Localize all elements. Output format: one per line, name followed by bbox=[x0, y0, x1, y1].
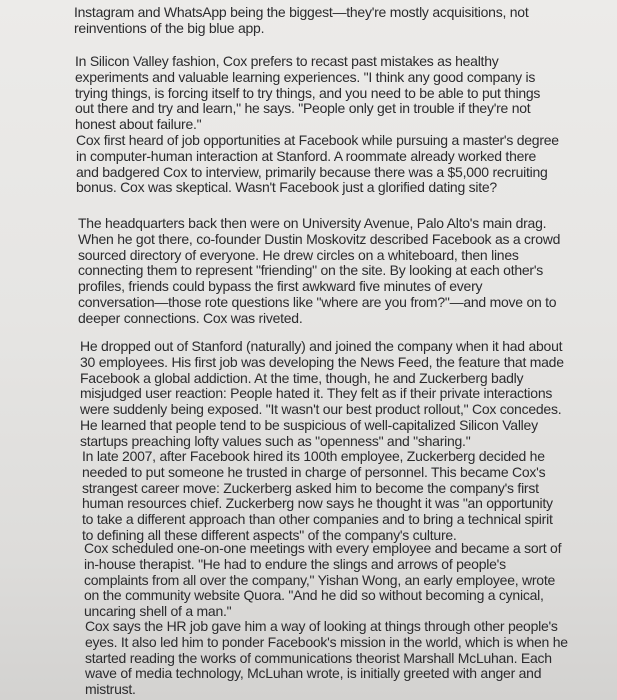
text-line: Cox first heard of job opportunities at Facebook while pursuing a master's degree bbox=[76, 132, 559, 148]
text-line: in-house therapist. "He had to endure the slings and arrows of people's bbox=[84, 555, 506, 572]
text-line: sourced directory of everyone. He drew circles on a whiteboard, then lines bbox=[78, 246, 519, 263]
text-line: mistrust. bbox=[85, 681, 136, 698]
text-line: startups preaching lofty values such as "openness" and "sharing." bbox=[80, 432, 471, 449]
text-line: experiments and valuable learning experiences. "I think any good company is bbox=[75, 68, 536, 85]
text-line: Cox scheduled one-on-one meetings with every employee and became a sort of bbox=[84, 540, 562, 556]
text-line: human resources chief. Zuckerberg now says he thought it was "an opportunity bbox=[82, 495, 553, 512]
text-line: to defining all these different aspects" of the company's culture. bbox=[82, 526, 457, 543]
text-line: He learned that people tend to be suspicious of well-capitalized Silicon Valley bbox=[80, 416, 538, 433]
text-line: conversation—those rote questions like "where are you from?"—and move on to bbox=[78, 293, 557, 310]
text-line: Facebook a global addiction. At the time, though, he and Zuckerberg badly bbox=[80, 369, 524, 386]
text-line: needed to put someone he trusted in charge of personnel. This became Cox's bbox=[82, 463, 546, 480]
paragraph-silicon-valley bbox=[75, 54, 540, 133]
paragraph-dropped-out bbox=[80, 339, 564, 450]
text-line: trying things, is forcing itself to try things, and you need to be able to put things bbox=[75, 84, 541, 101]
paragraph-one-on-one bbox=[84, 541, 561, 620]
text-line: Cox says the HR job gave him a way of looking at things through other people's bbox=[85, 618, 558, 634]
paragraph-headquarters bbox=[78, 216, 560, 327]
text-line: connecting them to represent "friending" on the site. By looking at each other's bbox=[78, 262, 544, 279]
text-line: uncaring shell of a man." bbox=[84, 603, 232, 620]
text-line: In Silicon Valley fashion, Cox prefers to recast past mistakes as healthy bbox=[75, 53, 499, 69]
text-line: profiles, friends could bypass the first awkward five minutes of every bbox=[78, 278, 483, 295]
text-line: honest about failure." bbox=[75, 116, 202, 133]
text-line: deeper connections. Cox was riveted. bbox=[78, 309, 303, 326]
paragraph-first-heard bbox=[76, 133, 559, 196]
text-line: reinventions of the big blue app. bbox=[74, 19, 265, 36]
text-line: misjudged user reaction: People hated it. They felt as if their private interactions bbox=[80, 385, 553, 402]
text-line: in computer-human interaction at Stanford. A roommate already worked there bbox=[76, 147, 537, 164]
text-line: complaints from all over the company," Yishan Wong, an early employee, wrote bbox=[84, 571, 556, 588]
paragraph-intro bbox=[74, 5, 528, 37]
text-line: When he got there, co-founder Dustin Moskovitz described Facebook as a crowd bbox=[78, 230, 561, 247]
text-line: strangest career move: Zuckerberg asked him to become the company's first bbox=[82, 479, 539, 496]
text-line: eyes. It also led him to ponder Facebook's mission in the world, which is when he bbox=[85, 633, 568, 650]
paragraph-hr-job bbox=[85, 619, 568, 698]
text-line: bonus. Cox was skeptical. Wasn't Facebook just a glorified dating site? bbox=[76, 179, 497, 196]
text-line: He dropped out of Stanford (naturally) and joined the company when it had about bbox=[80, 338, 563, 354]
text-line: to take a different approach than other companies and to bring a technical spirit bbox=[82, 511, 553, 528]
text-line: 30 employees. His first job was developing the News Feed, the feature that made bbox=[80, 353, 564, 370]
text-line: were suddenly being exposed. "It wasn't our best product rollout," Cox concedes. bbox=[80, 401, 562, 418]
text-line: wave of media technology, McLuhan wrote, is initially greeted with anger and bbox=[85, 665, 542, 682]
paragraph-late-2007 bbox=[82, 449, 553, 544]
text-line: Instagram and WhatsApp being the biggest—they're mostly acquisitions, not bbox=[74, 4, 529, 20]
text-line: on the community website Quora. "And he did so without becoming a cynical, bbox=[84, 587, 544, 604]
text-line: out there and try and learn," he says. "People only get in trouble if they're not bbox=[75, 100, 531, 117]
text-line: The headquarters back then were on University Avenue, Palo Alto's main drag. bbox=[78, 215, 547, 231]
text-line: and badgered Cox to interview, primarily because there was a $5,000 recruiting bbox=[76, 163, 548, 180]
text-line: started reading the works of communications theorist Marshall McLuhan. Each bbox=[85, 649, 552, 666]
text-line: In late 2007, after Facebook hired its 100th employee, Zuckerberg decided he bbox=[82, 448, 545, 464]
